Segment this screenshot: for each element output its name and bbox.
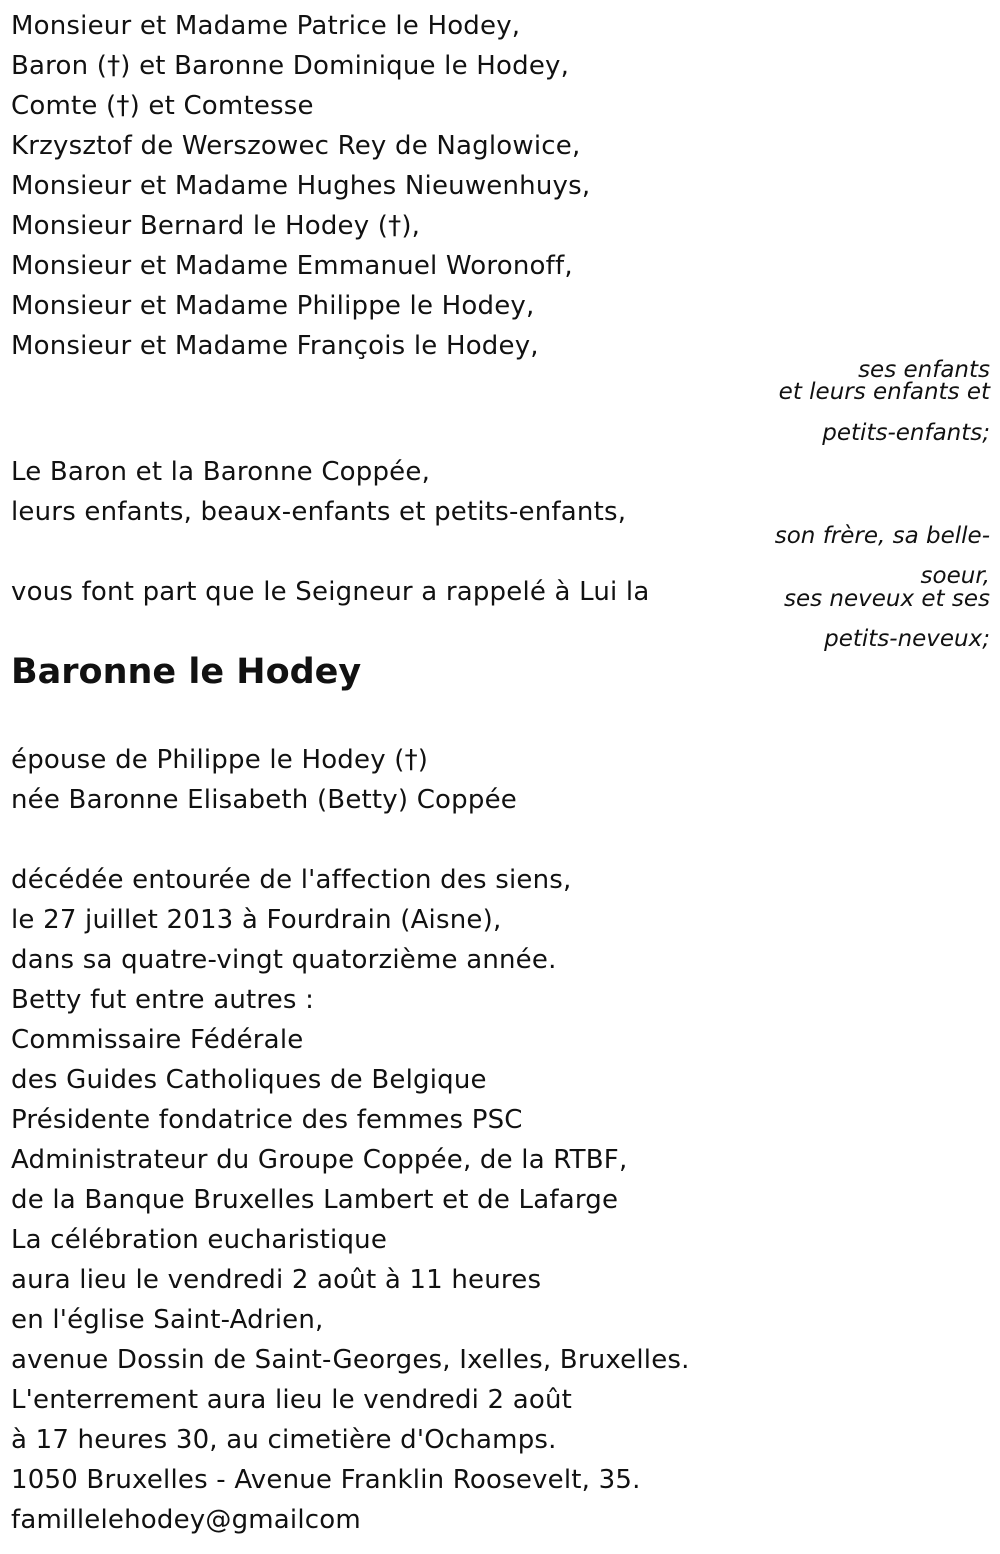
announcement-text: vous font part que le Seigneur a rappelé à Lui la — [11, 577, 650, 607]
sibling-role-line: son frère, sa belle- — [774, 523, 990, 549]
family-line: Baron (†) et Baronne Dominique le Hodey, — [11, 51, 570, 81]
detail-line: dans sa quatre-vingt quatorzième année. — [11, 945, 557, 975]
sibling-role-line: ses neveux et ses — [783, 586, 990, 612]
family-role-line: et leurs enfants et — [778, 379, 990, 405]
detail-line: 1050 Bruxelles - Avenue Franklin Roosevelt, 35. — [11, 1465, 641, 1495]
family-line: Monsieur Bernard le Hodey (†), — [11, 211, 421, 241]
sibling-line: leurs enfants, beaux-enfants et petits-enfants, — [11, 497, 627, 527]
detail-line: le 27 juillet 2013 à Fourdrain (Aisne), — [11, 905, 502, 935]
detail-line: Betty fut entre autres : — [11, 985, 315, 1015]
detail-line: de la Banque Bruxelles Lambert et de Lafarge — [11, 1185, 619, 1215]
spouse-line: épouse de Philippe le Hodey (†) — [11, 745, 429, 775]
detail-line: Administrateur du Groupe Coppée, de la RTBF, — [11, 1145, 628, 1175]
detail-line: en l'église Saint-Adrien, — [11, 1305, 324, 1335]
detail-line: La célébration eucharistique — [11, 1225, 388, 1255]
family-line: Krzysztof de Werszowec Rey de Naglowice, — [11, 131, 581, 161]
deceased-name: Baronne le Hodey — [11, 652, 362, 692]
family-line: Monsieur et Madame Emmanuel Woronoff, — [11, 251, 573, 281]
family-line: Monsieur et Madame Patrice le Hodey, — [11, 11, 521, 41]
contact-email: famillelehodey@gmailcom — [11, 1505, 361, 1535]
spouse-line: née Baronne Elisabeth (Betty) Coppée — [11, 785, 517, 815]
detail-line: à 17 heures 30, au cimetière d'Ochamps. — [11, 1425, 557, 1455]
family-line: Monsieur et Madame Hughes Nieuwenhuys, — [11, 171, 591, 201]
detail-line: décédée entourée de l'affection des siens, — [11, 865, 572, 895]
family-line: Monsieur et Madame François le Hodey, — [11, 331, 539, 361]
family-line: Comte (†) et Comtesse — [11, 91, 314, 121]
detail-line: des Guides Catholiques de Belgique — [11, 1065, 487, 1095]
family-role-line: petits-enfants; — [822, 420, 990, 446]
sibling-role-line: soeur, — [920, 563, 990, 589]
sibling-line: Le Baron et la Baronne Coppée, — [11, 457, 431, 487]
detail-line: avenue Dossin de Saint-Georges, Ixelles, Bruxelles. — [11, 1345, 690, 1375]
detail-line: L'enterrement aura lieu le vendredi 2 août — [11, 1385, 573, 1415]
family-line: Monsieur et Madame Philippe le Hodey, — [11, 291, 535, 321]
detail-line: aura lieu le vendredi 2 août à 11 heures — [11, 1265, 542, 1295]
family-role-line: ses enfants — [858, 357, 990, 383]
sibling-role-line: petits-neveux; — [824, 626, 990, 652]
detail-line: Présidente fondatrice des femmes PSC — [11, 1105, 523, 1135]
detail-line: Commissaire Fédérale — [11, 1025, 304, 1055]
